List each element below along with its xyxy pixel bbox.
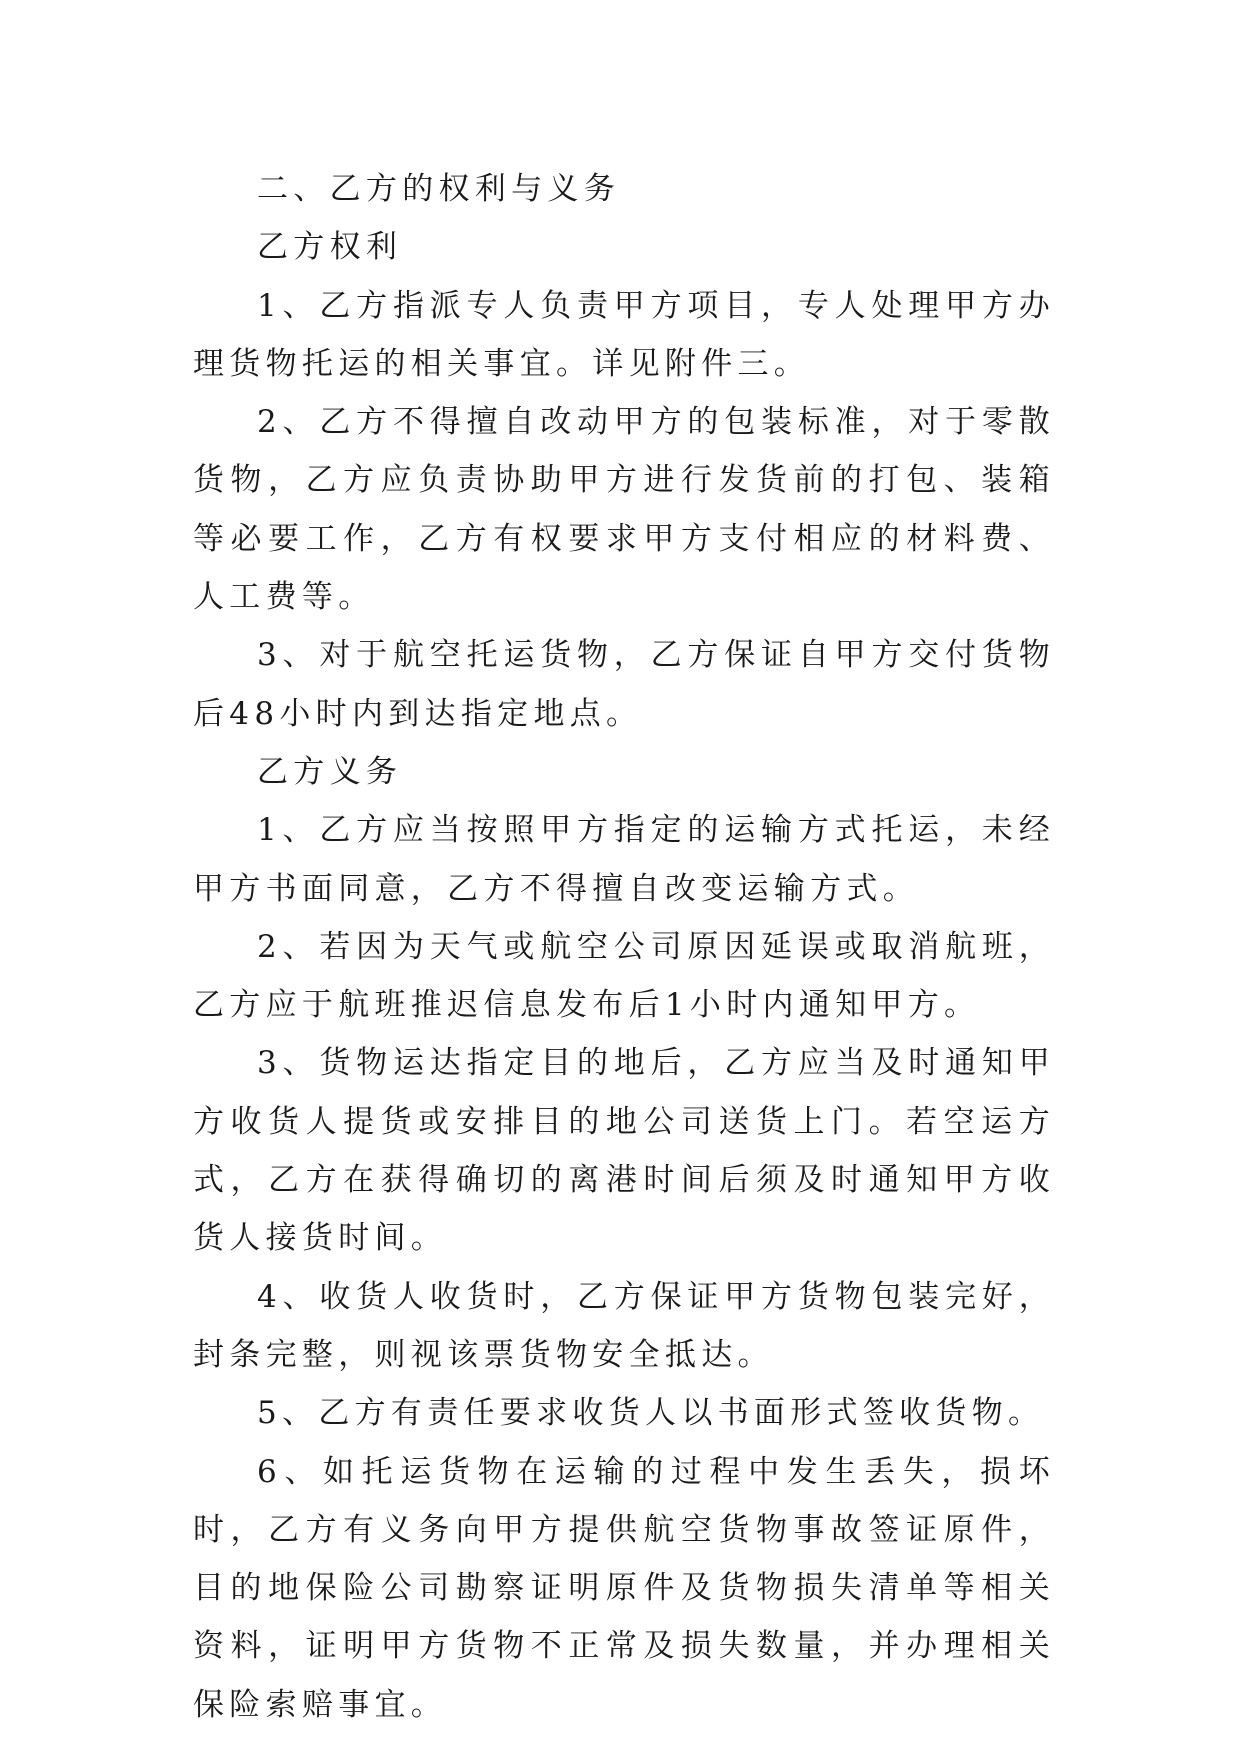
obligations-item-4: 4、收货人收货时，乙方保证甲方货物包装完好，封条完整，则视该票货物安全抵达。 [193, 1278, 1055, 1373]
rights-item-3: 3、对于航空托运货物，乙方保证自甲方交付货物后48小时内到达指定地点。 [193, 637, 1055, 732]
obligations-item-3: 3、货物运达指定目的地后，乙方应当及时通知甲方收货人提货或安排目的地公司送货上门。若空运方式，乙方在获得确切的离港时间后须及时通知甲方收货人接货时间。 [193, 1045, 1055, 1257]
rights-heading: 乙方权利 [257, 229, 403, 266]
rights-item-1: 1、乙方指派专人负责甲方项目，专人处理甲方办理货物托运的相关事宜。详见附件三。 [193, 287, 1055, 382]
obligations-item-6: 6、如托运货物在运输的过程中发生丢失，损坏时，乙方有义务向甲方提供航空货物事故签证原件，目的地保险公司勘察证明原件及货物损失清单等相关资料，证明甲方货物不正常及损失数量，并办理相关保险索赔事宜。 [193, 1453, 1055, 1723]
rights-item-2: 2、乙方不得擅自改动甲方的包装标准，对于零散货物，乙方应负责协助甲方进行发货前的打包、装箱等必要工作，乙方有权要求甲方支付相应的材料费、人工费等。 [193, 404, 1055, 616]
section-title: 二、乙方的权利与义务 [257, 171, 620, 207]
obligations-item-2: 2、若因为天气或航空公司原因延误或取消航班，乙方应于航班推迟信息发布后1小时内通知甲方。 [193, 928, 1055, 1024]
obligations-item-1: 1、乙方应当按照甲方指定的运输方式托运，未经甲方书面同意，乙方不得擅自改变运输方式。 [193, 812, 1055, 907]
obligations-item-5: 5、乙方有责任要求收货人以书面形式签收货物。 [257, 1395, 1045, 1432]
obligations-heading: 乙方义务 [257, 753, 403, 790]
document-body [193, 160, 1055, 1734]
